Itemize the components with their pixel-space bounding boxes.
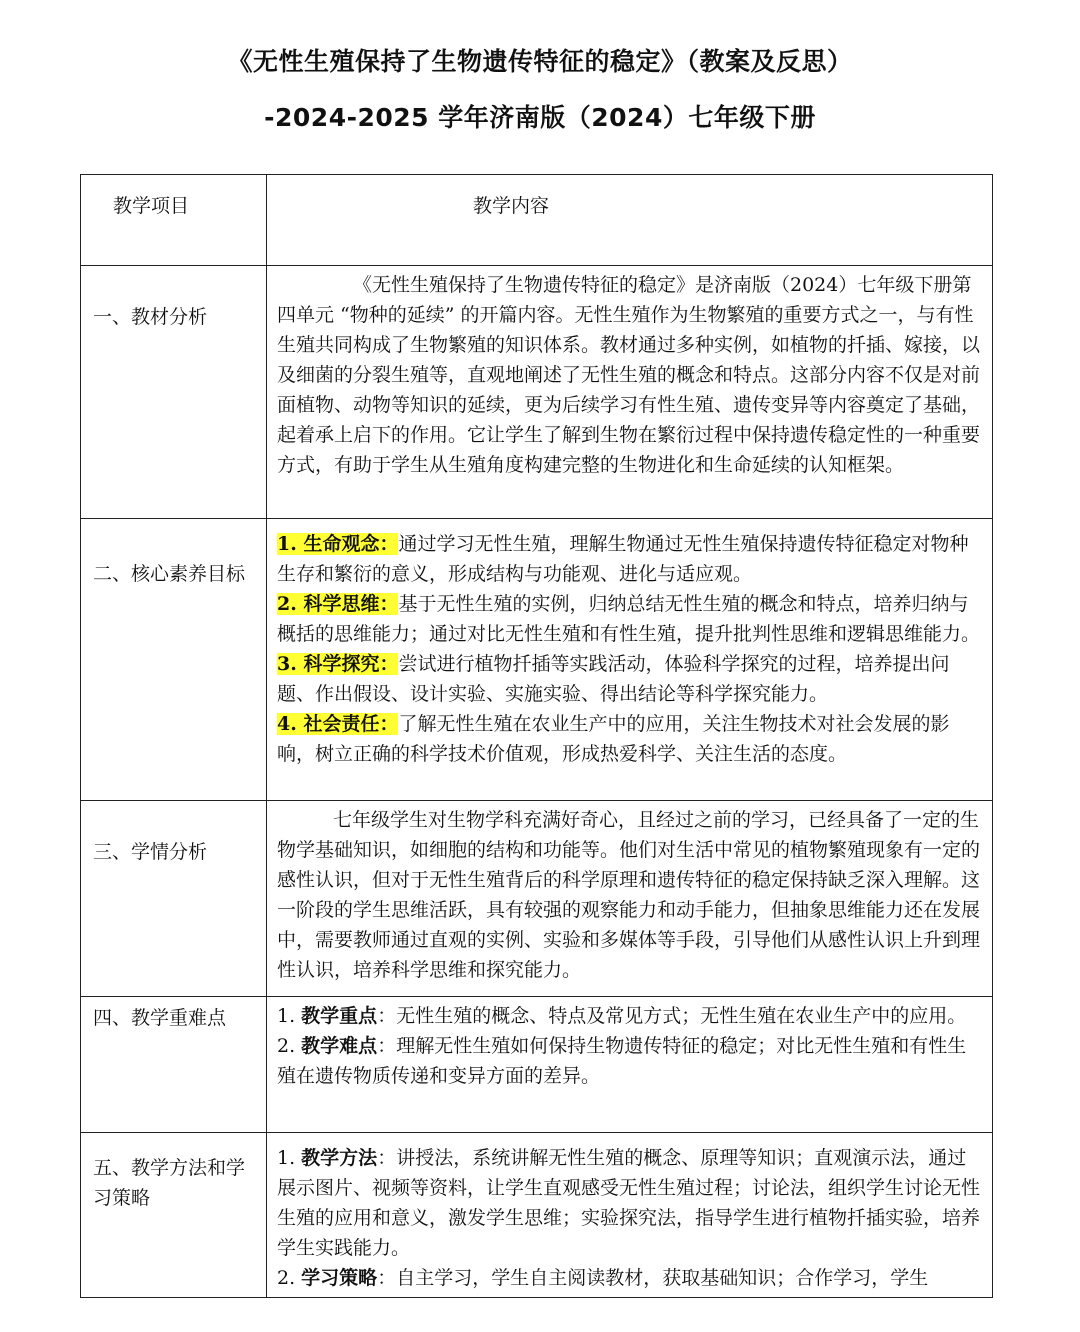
strategy-item: [277, 1263, 984, 1293]
item-number: 2.: [277, 1267, 302, 1289]
textbook-analysis-text: 《无性生殖保持了生物遗传特征的稳定》是济南版（2024）七年级下册第四单元 “物种的延续” 的开篇内容。无性生殖作为生物繁殖的重要方式之一，与有性生殖共同构成了生物繁殖的知识体系。教材通过多种实例，如植物的扦插、嫁接，以及细菌的分裂生殖等，直观地阐述了无性生殖的概念和特点。这部分内容不仅是对前面植物、动物等知识的延续，更为后续学习有性生殖、遗传变异等内容奠定了基础，起着承上启下的作用。它让学生了解到生物在繁衍过程中保持遗传稳定性的一种重要方式，有助于学生从生殖角度构建完整的生物进化和生命延续的认知框架。: [277, 274, 981, 476]
goal-item: [277, 529, 984, 589]
item-heading: 教学难点: [301, 1035, 378, 1057]
item-heading: 学习策略: [301, 1267, 378, 1289]
item-text: ：无性生殖的概念、特点及常见方式；无性生殖在农业生产中的应用。: [377, 1005, 967, 1027]
row-content: [267, 801, 993, 997]
row-content: [267, 266, 993, 519]
item-number: 2.: [277, 1035, 302, 1057]
document-title-line2: -2024-2025 学年济南版（2024）七年级下册: [264, 103, 816, 132]
goal-text: 通过学习无性生殖，理解生物通过无性生殖保持遗传特征稳定对物种生存和繁衍的意义，形成结构与功能观、进化与适应观。: [277, 533, 969, 585]
goal-item: [277, 709, 984, 769]
row-label: 二、核心素养目标: [81, 519, 267, 801]
student-analysis-text: 七年级学生对生物学科充满好奇心，且经过之前的学习，已经具备了一定的生物学基础知识，如细胞的结构和功能等。他们对生活中常见的植物繁殖现象有一定的感性认识，但对于无性生殖背后的科学原理和遗传特征的稳定保持缺乏深入理解。这一阶段的学生思维活跃，具有较强的观察能力和动手能力，但抽象思维能力还在发展中，需要教师通过直观的实例、实验和多媒体等手段，引导他们从感性认识上升到理性认识，培养科学思维和探究能力。: [277, 809, 981, 981]
goal-text: 尝试进行植物扦插等实践活动，体验科学探究的过程，培养提出问题、作出假设、设计实验、实施实验、得出结论等科学探究能力。: [277, 653, 950, 705]
goal-item: [277, 589, 984, 649]
item-text: ：理解无性生殖如何保持生物遗传特征的稳定；对比无性生殖和有性生殖在遗传物质传递和变异方面的差异。: [277, 1035, 967, 1087]
goal-text: 了解无性生殖在农业生产中的应用，关注生物技术对社会发展的影响，树立正确的科学技术价值观，形成热爱科学、关注生活的态度。: [277, 713, 950, 765]
goal-heading: 2. 科学思维：: [277, 593, 399, 615]
goal-heading: 3. 科学探究：: [277, 653, 399, 675]
goal-heading: 1. 生命观念：: [277, 533, 399, 555]
item-number: 1.: [277, 1147, 302, 1169]
method-item: [277, 1143, 984, 1263]
table-row-methods-strategies: [81, 1133, 993, 1298]
row-label: 四、教学重难点: [81, 997, 267, 1133]
item-number: 1.: [277, 1005, 302, 1027]
difficult-point-item: [277, 1031, 984, 1091]
row-content: [267, 519, 993, 801]
goal-item: [277, 649, 984, 709]
goal-text: 基于无性生殖的实例，归纳总结无性生殖的概念和特点，培养归纳与概括的思维能力；通过对比无性生殖和有性生殖，提升批判性思维和逻辑思维能力。: [277, 593, 981, 645]
table-row-textbook-analysis: [81, 266, 993, 519]
header-teaching-item: 教学项目: [81, 175, 267, 266]
row-label: 五、教学方法和学习策略: [81, 1133, 267, 1298]
row-label: 三、学情分析: [81, 801, 267, 997]
table-row-key-difficult-points: [81, 997, 993, 1133]
row-content: [267, 997, 993, 1133]
row-content: [267, 1133, 993, 1298]
header-teaching-content: 教学内容: [267, 175, 993, 266]
table-row-student-analysis: [81, 801, 993, 997]
goal-heading: 4. 社会责任：: [277, 713, 399, 735]
lesson-plan-table: [80, 174, 993, 1298]
table-row-core-literacy-goals: [81, 519, 993, 801]
item-text: ：讲授法，系统讲解无性生殖的概念、原理等知识；直观演示法，通过展示图片、视频等资料，让学生直观感受无性生殖过程；讨论法，组织学生讨论无性生殖的应用和意义，激发学生思维；实验探究法，指导学生进行植物扦插实验，培养学生实践能力。: [277, 1147, 981, 1259]
item-heading: 教学重点: [301, 1005, 378, 1027]
item-heading: 教学方法: [301, 1147, 378, 1169]
document-title-line1: 《无性生殖保持了生物遗传特征的稳定》（教案及反思）: [227, 47, 853, 76]
row-label: 一、教材分析: [81, 266, 267, 519]
item-text: ：自主学习，学生自主阅读教材，获取基础知识；合作学习，学生: [377, 1267, 929, 1289]
key-point-item: [277, 1001, 984, 1031]
table-header-row: [81, 175, 993, 266]
